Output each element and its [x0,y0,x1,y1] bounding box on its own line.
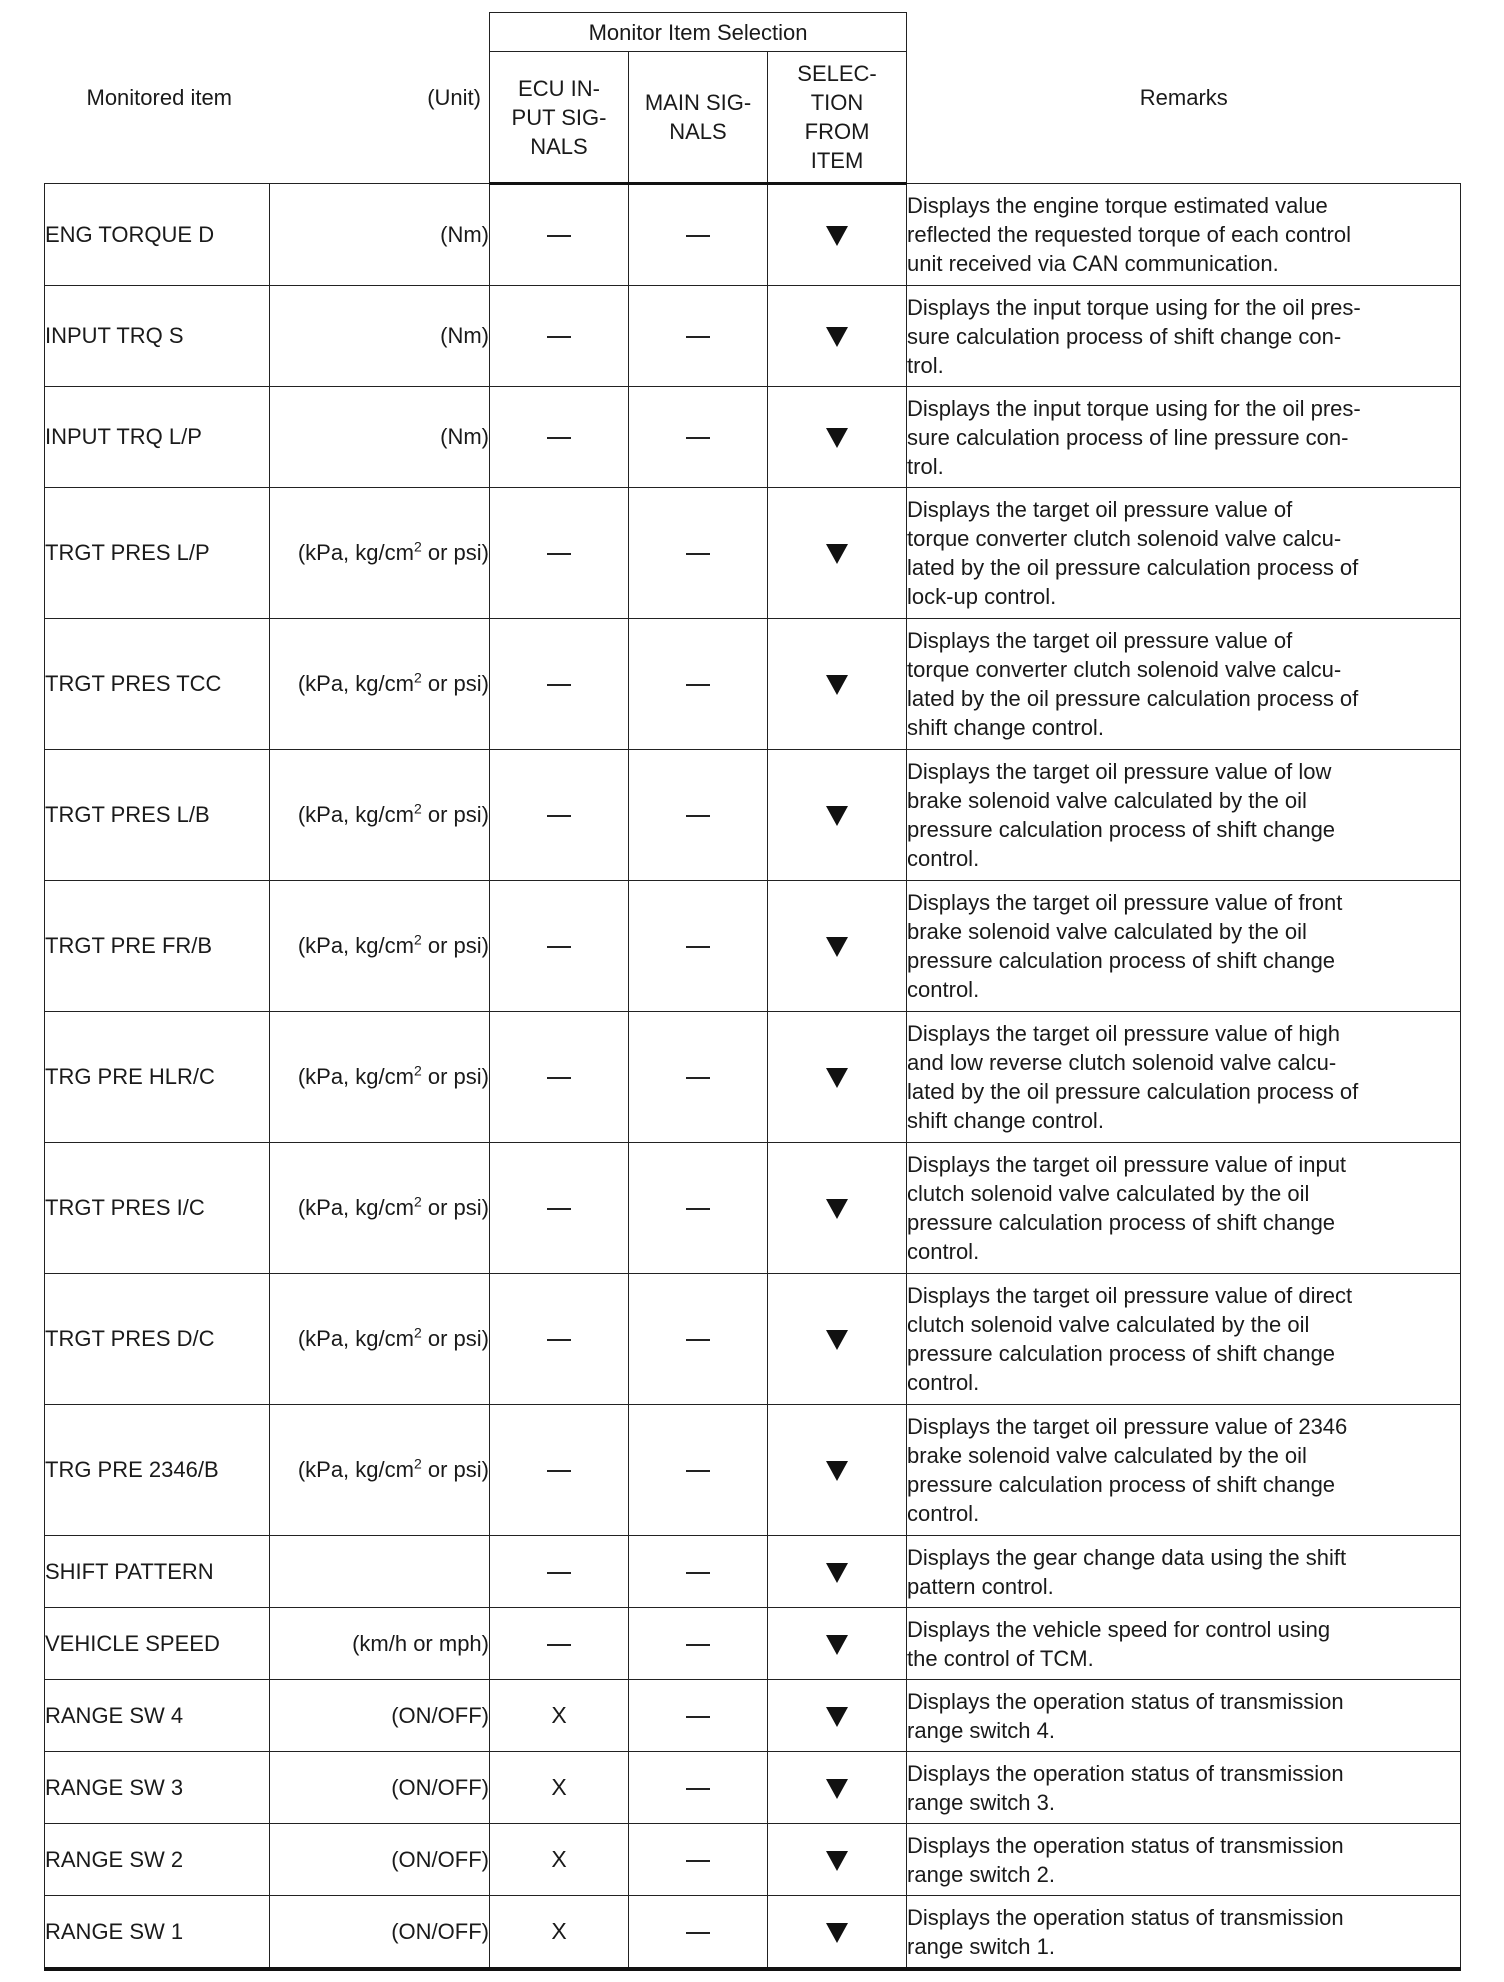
remark-line: torque converter clutch solenoid valve calcu- [907,526,1342,551]
selection-triangle-icon [826,1923,848,1943]
not-applicable-dash-icon [686,1077,710,1079]
ecu-cell [490,286,629,387]
selection-triangle-icon [826,806,848,826]
unit-superscript: 2 [413,931,422,948]
not-applicable-dash-icon [547,553,571,555]
not-applicable-dash-icon [547,946,571,948]
ecu-cell [490,619,629,750]
table-row [45,1608,1461,1680]
sel-cell [768,286,907,387]
selection-triangle-icon [826,1461,848,1481]
main-cell [629,1405,768,1536]
monitored-item-unit: (km/h or mph) [270,1608,490,1680]
sel-cell [768,1752,907,1824]
remarks-cell [907,1274,1461,1405]
not-applicable-dash-icon [686,1339,710,1341]
remark-line: lated by the oil pressure calculation process of [907,555,1359,580]
main-cell [629,1143,768,1274]
monitored-item-name: VEHICLE SPEED [45,1608,270,1680]
header-ecu-input-signals [490,52,629,184]
header-main-line: NALS [669,119,727,144]
ecu-cell [490,750,629,881]
monitored-item-unit [270,881,490,1012]
not-applicable-dash-icon [686,1572,710,1574]
not-applicable-dash-icon [686,1470,710,1472]
monitored-item-name: TRGT PRE FR/B [45,881,270,1012]
remark-line: torque converter clutch solenoid valve calcu- [907,657,1342,682]
remark-line: sure calculation process of line pressure con- [907,424,1349,450]
monitored-item-unit [270,488,490,619]
monitored-item-unit: (Nm) [270,387,490,488]
ecu-cell [490,488,629,619]
unit-text: or psi) [421,1064,489,1089]
remarks-cell [907,1824,1461,1896]
monitored-item-unit [270,619,490,750]
remarks-cell [907,619,1461,750]
main-cell [629,750,768,881]
main-cell [629,1012,768,1143]
sel-cell [768,1536,907,1608]
monitored-item-name: TRGT PRES L/B [45,750,270,881]
remark-line: Displays the target oil pressure value of 2346 [907,1414,1348,1439]
not-applicable-dash-icon [686,235,710,237]
remark-line: range switch 2. [907,1861,1055,1887]
table-row [45,881,1461,1012]
unit-text: or psi) [421,1195,489,1220]
monitored-item-name: TRGT PRES D/C [45,1274,270,1405]
remark-line: Displays the operation status of transmission [907,1832,1344,1858]
table-row [45,1752,1461,1824]
unit-text: (kPa, kg/cm [297,671,414,696]
remark-line: Displays the target oil pressure value of direct [907,1283,1353,1308]
remark-line: range switch 1. [907,1933,1055,1959]
main-cell [629,1824,768,1896]
remarks-cell [907,1752,1461,1824]
monitored-item-unit [270,1536,490,1608]
ecu-cell [490,1143,629,1274]
remark-line: Displays the operation status of transmission [907,1904,1344,1930]
monitored-item-name: TRG PRE 2346/B [45,1405,270,1536]
monitored-item-unit: (Nm) [270,184,490,286]
monitor-item-document [44,12,1460,1971]
remark-line: pressure calculation process of shift change [907,1210,1336,1235]
unit-text: (kPa, kg/cm [297,933,414,958]
not-applicable-dash-icon [547,1077,571,1079]
remark-line: control. [907,977,980,1002]
remark-line: pattern control. [907,1573,1054,1599]
remarks-cell [907,1405,1461,1536]
not-applicable-dash-icon [686,684,710,686]
remark-line: Displays the operation status of transmission [907,1760,1344,1786]
not-applicable-dash-icon [686,336,710,338]
remark-line: pressure calculation process of shift change [907,1472,1336,1497]
remarks-cell [907,488,1461,619]
ecu-cell [490,1274,629,1405]
sel-cell [768,619,907,750]
header-main-signals [629,52,768,184]
main-cell [629,619,768,750]
remark-line: lated by the oil pressure calculation process of [907,1079,1359,1104]
header-sel-line: ITEM [810,148,864,173]
unit-superscript: 2 [413,1062,422,1079]
unit-superscript: 2 [413,538,422,555]
monitor-item-table [44,12,1461,1971]
applicable-x-mark: X [551,1846,567,1872]
remark-line: trol. [907,453,944,479]
header-ecu-line: ECU IN- [518,75,600,101]
table-row [45,1896,1461,1970]
ecu-cell [490,881,629,1012]
unit-text: or psi) [421,540,489,565]
remark-line: Displays the target oil pressure value of input [907,1152,1347,1177]
main-cell [629,286,768,387]
unit-text: (kPa, kg/cm [297,802,414,827]
remark-line: pressure calculation process of shift change [907,817,1336,842]
remark-line: Displays the target oil pressure value of high [907,1021,1340,1046]
sel-cell [768,1608,907,1680]
remark-line: and low reverse clutch solenoid valve calcu- [907,1050,1337,1075]
unit-text: or psi) [421,933,489,958]
monitored-item-name: TRGT PRES I/C [45,1143,270,1274]
remark-line: Displays the target oil pressure value of low [907,759,1332,784]
applicable-x-mark: X [551,1702,567,1728]
monitored-item-name: RANGE SW 3 [45,1752,270,1824]
remark-line: control. [907,1501,980,1526]
ecu-cell [490,1012,629,1143]
header-sel-line: SELEC- [797,61,877,86]
sel-cell [768,1012,907,1143]
unit-text: (kPa, kg/cm [297,1195,414,1220]
sel-cell [768,1274,907,1405]
header-monitored-item: Monitored item [45,13,270,184]
main-cell [629,1896,768,1970]
table-body [45,184,1461,1970]
monitored-item-name: INPUT TRQ S [45,286,270,387]
remark-line: clutch solenoid valve calculated by the oil [907,1312,1310,1337]
monitored-item-name: TRGT PRES TCC [45,619,270,750]
remark-line: trol. [907,352,944,378]
unit-superscript: 2 [413,1324,422,1341]
selection-triangle-icon [826,327,848,347]
monitored-item-name: TRG PRE HLR/C [45,1012,270,1143]
remark-line: control. [907,1239,980,1264]
selection-triangle-icon [826,1635,848,1655]
remark-line: lock-up control. [907,584,1057,609]
remark-line: pressure calculation process of shift change [907,948,1336,973]
remarks-cell [907,387,1461,488]
unit-text: (kPa, kg/cm [297,1064,414,1089]
remarks-cell [907,184,1461,286]
sel-cell [768,750,907,881]
remarks-cell [907,1896,1461,1970]
remark-line: Displays the target oil pressure value of [907,628,1293,653]
not-applicable-dash-icon [547,437,571,439]
table-row [45,1405,1461,1536]
table-row [45,488,1461,619]
header-remarks: Remarks [907,13,1461,184]
ecu-cell [490,1608,629,1680]
table-row [45,1143,1461,1274]
unit-text: (kPa, kg/cm [297,1326,414,1351]
selection-triangle-icon [826,1707,848,1727]
table-row [45,1680,1461,1752]
applicable-x-mark: X [551,1774,567,1800]
header-sel-line: TION [810,90,864,115]
not-applicable-dash-icon [686,1788,710,1790]
ecu-cell [490,1824,629,1896]
main-cell [629,184,768,286]
not-applicable-dash-icon [547,684,571,686]
monitored-item-unit [270,1143,490,1274]
sel-cell [768,488,907,619]
main-cell [629,387,768,488]
main-cell [629,488,768,619]
table-row [45,387,1461,488]
header-ecu-line: NALS [530,133,588,159]
unit-superscript: 2 [413,800,422,817]
unit-superscript: 2 [413,1193,422,1210]
remark-line: control. [907,846,980,871]
remarks-cell [907,286,1461,387]
not-applicable-dash-icon [686,1860,710,1862]
remark-line: sure calculation process of shift change con- [907,323,1342,349]
not-applicable-dash-icon [547,1339,571,1341]
ecu-cell [490,1680,629,1752]
unit-superscript: 2 [413,669,422,686]
remark-line: Displays the target oil pressure value of front [907,890,1343,915]
remark-line: shift change control. [907,1108,1104,1133]
remark-line: shift change control. [907,715,1104,740]
not-applicable-dash-icon [547,1572,571,1574]
header-sel-line: FROM [804,119,870,144]
selection-triangle-icon [826,1199,848,1219]
not-applicable-dash-icon [547,1208,571,1210]
sel-cell [768,1824,907,1896]
monitored-item-name: RANGE SW 4 [45,1680,270,1752]
remark-line: control. [907,1370,980,1395]
unit-text: or psi) [421,671,489,696]
sel-cell [768,1143,907,1274]
monitored-item-unit [270,750,490,881]
table-row [45,1536,1461,1608]
monitored-item-unit: (ON/OFF) [270,1896,490,1970]
not-applicable-dash-icon [547,336,571,338]
remark-line: clutch solenoid valve calculated by the oil [907,1181,1310,1206]
remark-line: Displays the input torque using for the oil pres- [907,294,1361,320]
table-row [45,750,1461,881]
remarks-cell [907,1608,1461,1680]
unit-text: or psi) [421,802,489,827]
remarks-cell [907,1536,1461,1608]
table-row [45,1824,1461,1896]
remark-line: brake solenoid valve calculated by the oil [907,1443,1307,1468]
main-cell [629,1752,768,1824]
not-applicable-dash-icon [547,815,571,817]
monitored-item-unit: (Nm) [270,286,490,387]
ecu-cell [490,184,629,286]
remark-line: brake solenoid valve calculated by the oil [907,919,1307,944]
main-cell [629,881,768,1012]
remark-line: pressure calculation process of shift change [907,1341,1336,1366]
selection-triangle-icon [826,937,848,957]
monitored-item-unit [270,1012,490,1143]
unit-text: (kPa, kg/cm [297,1457,414,1482]
main-cell [629,1536,768,1608]
monitored-item-name: SHIFT PATTERN [45,1536,270,1608]
monitored-item-unit [270,1405,490,1536]
remark-line: Displays the input torque using for the oil pres- [907,395,1361,421]
monitored-item-name: TRGT PRES L/P [45,488,270,619]
ecu-cell [490,1896,629,1970]
remark-line: Displays the vehicle speed for control using [907,1616,1331,1642]
ecu-cell [490,1752,629,1824]
remarks-cell [907,881,1461,1012]
remark-line: reflected the requested torque of each control [907,222,1351,247]
monitored-item-name: ENG TORQUE D [45,184,270,286]
monitored-item-unit: (ON/OFF) [270,1752,490,1824]
sel-cell [768,184,907,286]
main-cell [629,1274,768,1405]
sel-cell [768,1680,907,1752]
main-cell [629,1680,768,1752]
selection-triangle-icon [826,544,848,564]
remark-line: Displays the engine torque estimated value [907,193,1328,218]
remarks-cell [907,1012,1461,1143]
applicable-x-mark: X [551,1918,567,1944]
selection-triangle-icon [826,1068,848,1088]
not-applicable-dash-icon [547,1470,571,1472]
table-row [45,286,1461,387]
header-ecu-line: PUT SIG- [511,104,607,130]
remark-line: lated by the oil pressure calculation process of [907,686,1359,711]
header-selection-from-item [768,52,907,184]
sel-cell [768,1896,907,1970]
main-cell [629,1608,768,1680]
remark-line: range switch 4. [907,1717,1055,1743]
remark-line: Displays the gear change data using the shift [907,1544,1347,1570]
remarks-cell [907,1680,1461,1752]
not-applicable-dash-icon [686,437,710,439]
remark-line: range switch 3. [907,1789,1055,1815]
not-applicable-dash-icon [686,815,710,817]
monitored-item-name: RANGE SW 1 [45,1896,270,1970]
table-row [45,184,1461,286]
sel-cell [768,1405,907,1536]
remark-line: brake solenoid valve calculated by the oil [907,788,1307,813]
table-row [45,1274,1461,1405]
not-applicable-dash-icon [686,1644,710,1646]
not-applicable-dash-icon [547,235,571,237]
monitored-item-unit: (ON/OFF) [270,1824,490,1896]
not-applicable-dash-icon [686,1716,710,1718]
monitored-item-name: INPUT TRQ L/P [45,387,270,488]
header-monitor-item-selection: Monitor Item Selection [490,13,907,52]
unit-text: or psi) [421,1326,489,1351]
ecu-cell [490,1536,629,1608]
remark-line: the control of TCM. [907,1645,1094,1671]
selection-triangle-icon [826,1851,848,1871]
not-applicable-dash-icon [547,1644,571,1646]
sel-cell [768,881,907,1012]
monitored-item-name: RANGE SW 2 [45,1824,270,1896]
remarks-cell [907,1143,1461,1274]
unit-text: or psi) [421,1457,489,1482]
selection-triangle-icon [826,428,848,448]
monitored-item-unit [270,1274,490,1405]
selection-triangle-icon [826,1779,848,1799]
remark-line: Displays the operation status of transmission [907,1688,1344,1714]
selection-triangle-icon [826,675,848,695]
unit-superscript: 2 [413,1455,422,1472]
remarks-cell [907,750,1461,881]
selection-triangle-icon [826,1563,848,1583]
header-unit: (Unit) [270,13,490,184]
unit-text: (kPa, kg/cm [297,540,414,565]
header-main-line: MAIN SIG- [644,90,752,115]
not-applicable-dash-icon [686,1932,710,1934]
selection-triangle-icon [826,1330,848,1350]
remark-line: unit received via CAN communication. [907,251,1279,276]
monitored-item-unit: (ON/OFF) [270,1680,490,1752]
selection-triangle-icon [826,226,848,246]
table-row [45,619,1461,750]
ecu-cell [490,387,629,488]
remark-line: Displays the target oil pressure value of [907,497,1293,522]
not-applicable-dash-icon [686,553,710,555]
not-applicable-dash-icon [686,946,710,948]
sel-cell [768,387,907,488]
table-row [45,1012,1461,1143]
not-applicable-dash-icon [686,1208,710,1210]
ecu-cell [490,1405,629,1536]
